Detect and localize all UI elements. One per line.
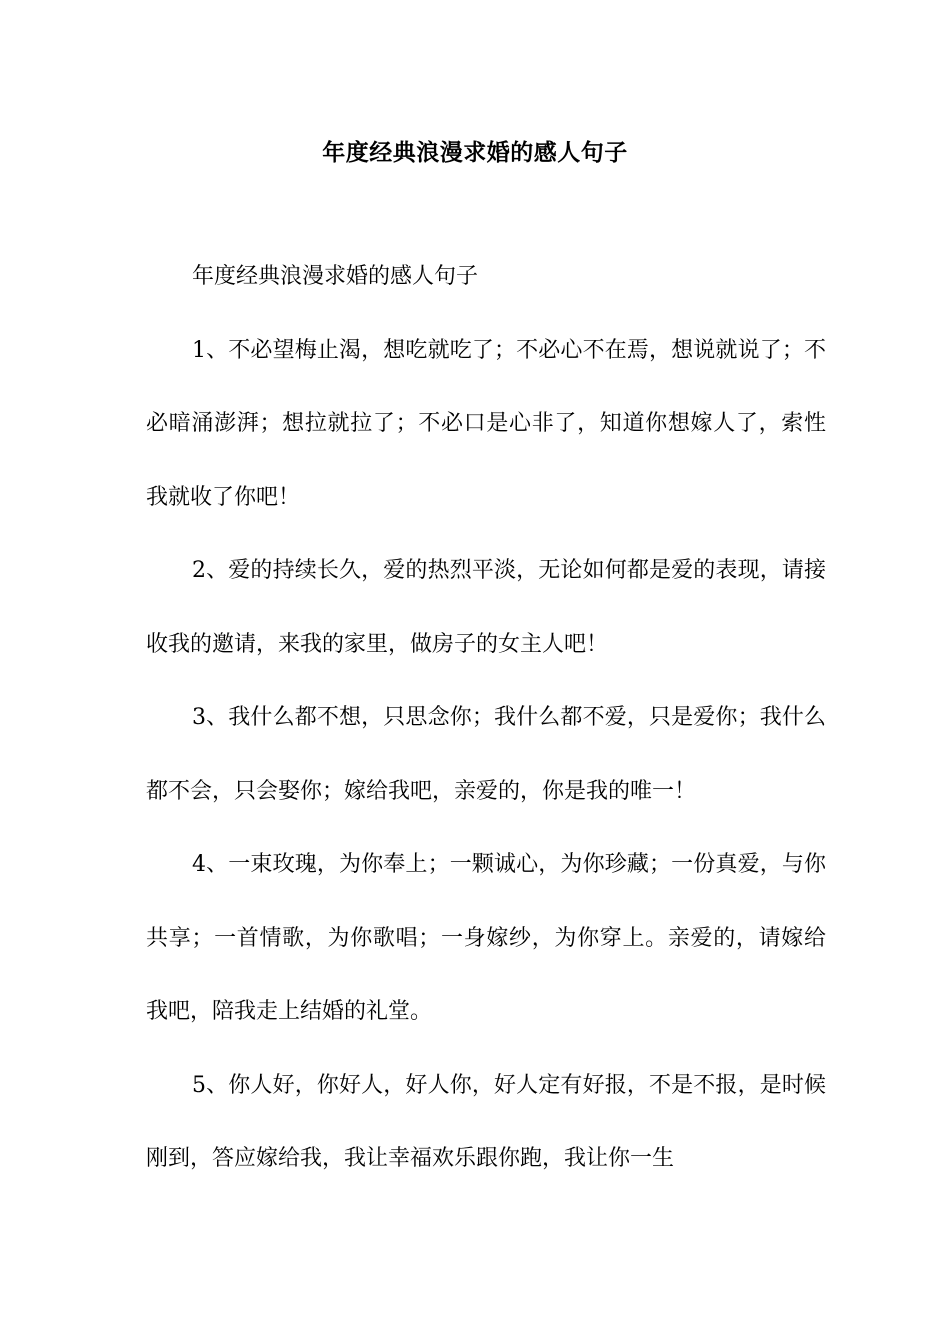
document-subtitle: 年度经典浪漫求婚的感人句子 — [192, 264, 479, 289]
paragraph-5: 5、你人好，你好人，好人你，好人定有好报，不是不报，是时候刚到，答应嫁给我，我让幸福欢乐跟你跑，我让你一生 — [146, 1072, 826, 1171]
paragraph-1: 1、不必望梅止渴，想吃就吃了；不必心不在焉，想说就说了；不必暗涌澎湃；想拉就拉了；不必口是心非了，知道你想嫁人了，索性我就收了你吧！ — [146, 337, 826, 510]
paragraph-2: 2、爱的持续长久，爱的热烈平淡，无论如何都是爱的表现，请接收我的邀请，来我的家里，做房子的女主人吧！ — [146, 558, 826, 657]
paragraph-3: 3、我什么都不想，只思念你；我什么都不爱，只是爱你；我什么都不会，只会娶你；嫁给我吧，亲爱的，你是我的唯一！ — [146, 705, 826, 804]
document-title: 年度经典浪漫求婚的感人句子 — [322, 139, 628, 166]
document-body — [146, 240, 826, 1196]
paragraph-4: 4、一束玫瑰，为你奉上；一颗诚心，为你珍藏；一份真爱，与你共享；一首情歌，为你歌唱；一身嫁纱，为你穿上。亲爱的，请嫁给我吧，陪我走上结婚的礼堂。 — [146, 852, 826, 1024]
